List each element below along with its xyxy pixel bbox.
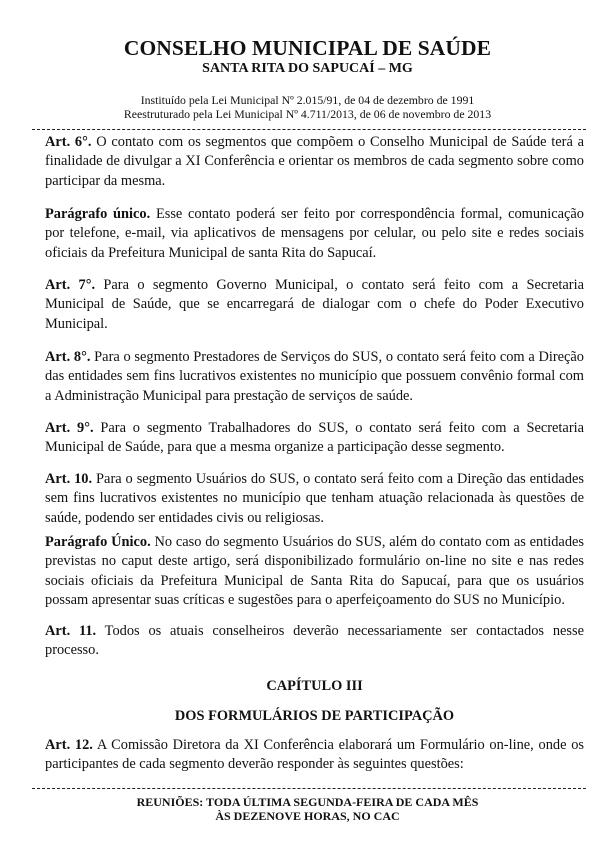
meeting-schedule-line: REUNIÕES: TODA ÚLTIMA SEGUNDA-FEIRA DE CADA MÊS (136, 795, 479, 809)
header-divider (32, 129, 586, 130)
chapter-number: CAPÍTULO III (266, 678, 363, 694)
article-text: Para o segmento Usuários do SUS, o contato será feito com a Direção das entidades sem fins lucrativos existentes no município que tenham atuação relacionada às questões de saúde, podendo ser entidades civis ou religiosas. (45, 471, 584, 526)
article-lead: Parágrafo único. (45, 206, 151, 222)
article-11 (45, 622, 584, 661)
footer-divider (32, 788, 586, 789)
article-12 (45, 736, 584, 775)
chapter-title: DOS FORMULÁRIOS DE PARTICIPAÇÃO (174, 708, 455, 724)
article-text: Esse contato poderá ser feito por correspondência formal, comunicação por telefone, e-mail, via aplicativos de mensagens por celular, ou pelo site e redes sociais oficiais da Prefeitura Municipal de santa Rita do Sapucaí. (45, 206, 584, 261)
article-lead: Art. 6°. (45, 134, 92, 150)
article-6 (45, 133, 584, 191)
article-10-sole-paragraph (45, 533, 584, 610)
meeting-location-line: ÀS DEZENOVE HORAS, NO CAC (215, 809, 400, 823)
article-text: Para o segmento Governo Municipal, o contato será feito com a Secretaria Municipal de Saúde, que se encarregará de dialogar com o chefe do Poder Executivo Municipal. (45, 277, 584, 332)
council-location: SANTA RITA DO SAPUCAÍ – MG (202, 61, 413, 76)
article-text: Todos os atuais conselheiros deverão necessariamente ser contactados nesse processo. (45, 623, 584, 659)
article-7 (45, 276, 584, 334)
article-text: No caso do segmento Usuários do SUS, além do contato com as entidades previstas no caput deste artigo, será disponibilizado formulário on-line no site e nas redes sociais oficiais da Prefeitura Municipal de Santa Rita do Sapucaí, para que os usuários possam apresentar suas críticas e sugestões para o aperfeiçoamento do SUS no Município. (45, 534, 584, 608)
article-lead: Art. 11. (45, 623, 97, 639)
article-text: O contato com os segmentos que compõem o Conselho Municipal de Saúde terá a finalidade de divulgar a XI Conferência e orientar os membros de cada segmento sobre como participar da mesma. (45, 134, 584, 189)
article-text: Para o segmento Prestadores de Serviços do SUS, o contato será feito com a Direção das entidades sem fins lucrativos existentes no município que possuem convênio formal com a Administração Municipal para prestação de serviços de saúde. (45, 349, 584, 404)
article-lead: Art. 9°. (45, 420, 94, 436)
article-9 (45, 419, 584, 458)
article-text: A Comissão Diretora da XI Conferência elaborará um Formulário on-line, onde os participantes de cada segmento deverão responder às seguintes questões: (45, 737, 584, 773)
founding-law-line: Instituído pela Lei Municipal Nº 2.015/91, de 04 de dezembro de 1991 (140, 93, 475, 107)
article-6-sole-paragraph (45, 205, 584, 263)
article-text: Para o segmento Trabalhadores do SUS, o contato será feito com a Secretaria Municipal de Saúde, para que a mesma organize a participação desse segmento. (45, 420, 584, 456)
article-lead: Parágrafo Único. (45, 534, 151, 550)
article-8 (45, 348, 584, 406)
article-lead: Art. 10. (45, 471, 93, 487)
article-lead: Art. 8°. (45, 349, 91, 365)
restructuring-law-line: Reestruturado pela Lei Municipal Nº 4.711/2013, de 06 de novembro de 2013 (123, 107, 492, 121)
article-lead: Art. 7°. (45, 277, 96, 293)
article-lead: Art. 12. (45, 737, 93, 753)
council-title: CONSELHO MUNICIPAL DE SAÚDE (123, 36, 492, 60)
article-10 (45, 470, 584, 528)
